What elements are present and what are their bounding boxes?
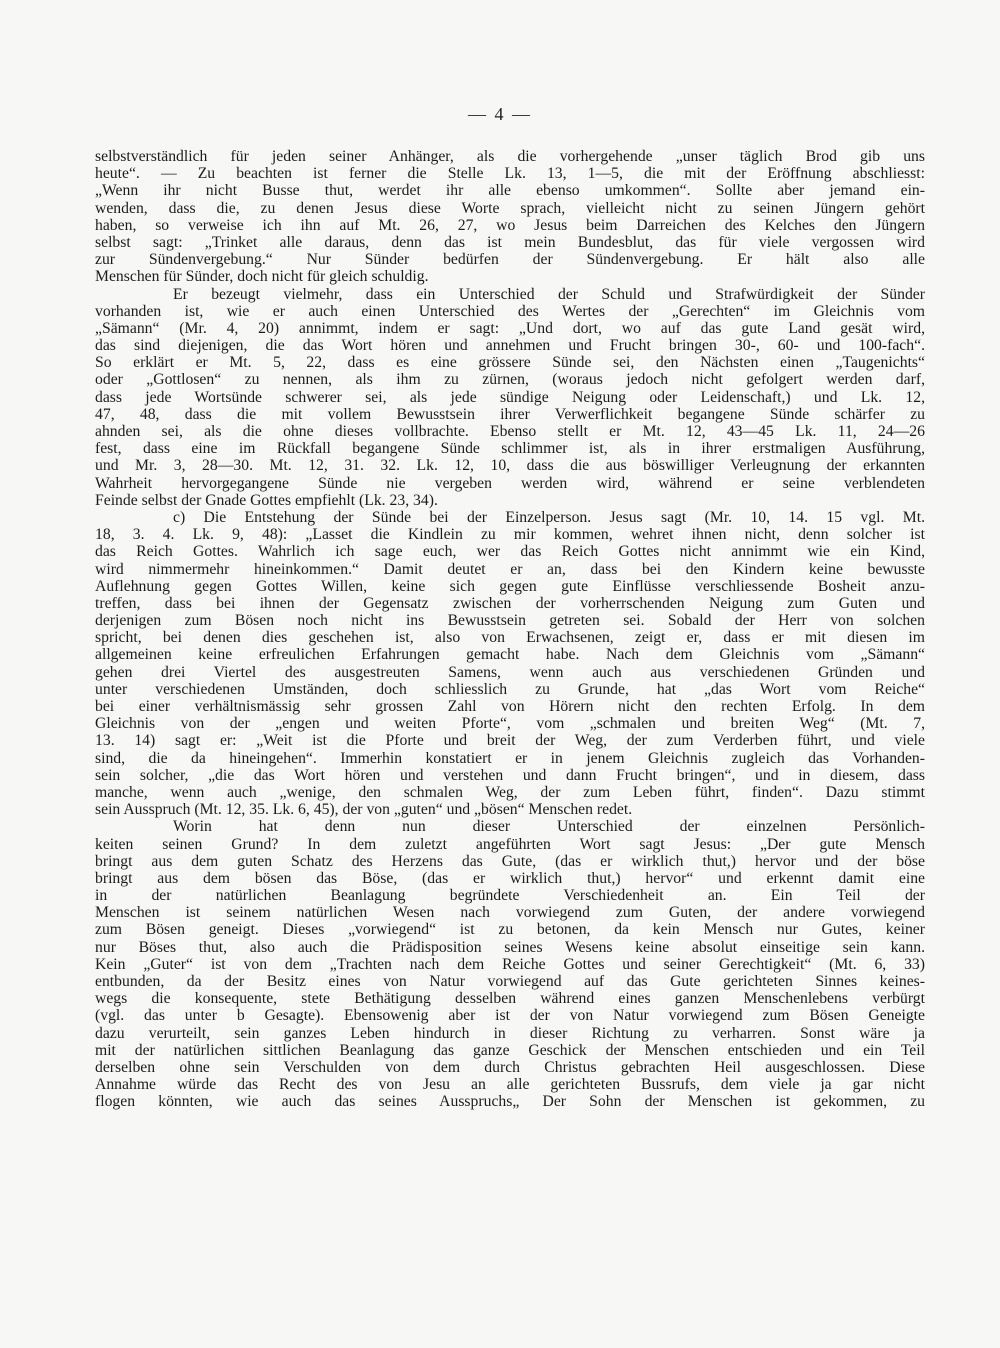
text-line: Kein „Guter“ ist von dem „Trachten nach dem Reiche Gottes und seiner Gerechtigkeit“ (Mt. 6, 33) — [95, 955, 925, 973]
text-line: flogen könnten, wie auch das seines Ausspruchs„ Der Sohn der Menschen ist gekommen, zu — [95, 1093, 925, 1111]
text-line: wird nimmermehr hineinkommen.“ Damit deutet er an, dass bei den Kindern keine bewusste — [95, 560, 925, 578]
text-line: Annahme würde das Recht des von Jesu an alle gerichteten Bussrufs, dem viele ja gar nicht — [95, 1076, 925, 1094]
text-line: „Wenn ihr nicht Busse thut, werdet ihr alle ebenso umkommen“. Sollte aber jemand ein- — [95, 182, 925, 200]
text-line: haben, so verweise ich ihn auf Mt. 26, 27, wo Jesus beim Darreichen des Kelches den Jüngern — [95, 216, 925, 234]
text-line: fest, dass eine im Rückfall begangene Sünde schlimmer ist, als in ihrer erstmaligen Ausführung, — [95, 440, 925, 458]
text-line: manche, wenn auch „wenige, den schmalen Weg, der zum Leben führt, finden“. Dazu stimmt — [95, 783, 925, 801]
text-line: mit der natürlichen sittlichen Beanlagung das ganze Geschick der Menschen entschieden und ein Teil — [95, 1041, 925, 1059]
text-line: allgemeinen keine erfreulichen Erfahrungen gemacht habe. Nach dem Gleichnis vom „Sämann“ — [95, 646, 925, 664]
text-line: oder „Gottlosen“ zu nennen, als ihm zu zürnen, (woraus jedoch nicht gefolgert werden darf, — [95, 371, 925, 389]
text-line: dass jede Wortsünde schwerer sei, als jede sündige Neigung oder Leidenschaft,) und Lk. 12, — [95, 388, 925, 406]
text-line: dazu verurteilt, sein ganzes Leben hindurch in dieser Richtung zu verharren. Sonst wäre ja — [95, 1024, 925, 1042]
text-line: sind, die da hineingehen“. Immerhin konstatiert er in jenem Gleichnis zugleich das Vorhanden- — [95, 749, 925, 767]
text-line: Worin hat denn nun dieser Unterschied der einzelnen Persönlich- — [173, 818, 925, 836]
text-line: selbstverständlich für jeden seiner Anhänger, als die vorhergehende „unser täglich Brod gib uns — [95, 148, 925, 165]
text-line: heute“. — Zu beachten ist ferner die Stelle Lk. 13, 1—5, die mit der Eröffnung abschliesst: — [95, 165, 925, 183]
text-line: 13. 14) sagt er: „Weit ist die Pforte und breit der Weg, der zum Verderben führt, und viele — [95, 732, 925, 750]
text-line: wenden, dass die, zu denen Jesus diese Worte sprach, vielleicht nicht zu seinen Jüngern gehört — [95, 199, 925, 217]
text-line: sein solcher, „die das Wort hören und verstehen und dann Frucht bringen“, und in diesem, dass — [95, 766, 925, 784]
text-line: So erklärt er Mt. 5, 22, dass es eine grössere Sünde sei, den Nächsten einen „Taugenichts“ — [95, 354, 925, 372]
text-line: ahnden sei, als die ohne dieses vollbrachte. Ebenso stellt er Mt. 12, 43—45 Lk. 11, 24—26 — [95, 423, 925, 440]
text-line: gehen drei Viertel des ausgestreuten Samens, wenn auch aus verschiedenen Gründen und — [95, 663, 925, 681]
text-line: c) Die Entstehung der Sünde bei der Einzelperson. Jesus sagt (Mr. 10, 14. 15 vgl. Mt. — [173, 508, 925, 526]
text-line: wegs die konsequente, stete Bethätigung desselben während eines ganzen Menschenlebens verbürgt — [95, 990, 925, 1008]
text-line: 47, 48, dass die mit vollem Bewusstsein ihrer Verwerflichkeit begangene Sünde schärfer zu — [95, 405, 925, 423]
text-line: sein Ausspruch (Mt. 12, 35. Lk. 6, 45), der von „guten“ und „bösen“ Menschen redet. — [95, 801, 633, 819]
text-line: nur Böses thut, also auch die Prädisposition seines Wesens keine absolut einseitige sein kann. — [95, 938, 925, 956]
text-line: selbst sagt: „Trinket alle daraus, denn das ist mein Bundesblut, das für viele vergossen wird — [95, 233, 925, 251]
text-line: Auflehnung gegen Gottes Willen, keine sich gegen gute Einflüsse verschliessende Bosheit anzu- — [95, 577, 925, 595]
text-line: Wahrheit hervorgegangene Sünde nie vergeben werden wird, während er seine verblendeten — [95, 474, 925, 492]
text-line: derselben ohne sein Verschulden von dem durch Christus gebrachten Heil ausgeschlossen. Diese — [95, 1058, 925, 1076]
text-line: in der natürlichen Beanlagung begründete Verschiedenheit an. Ein Teil der — [95, 887, 925, 905]
text-line: Er bezeugt vielmehr, dass ein Unterschied der Schuld und Strafwürdigkeit der Sünder — [173, 285, 925, 303]
text-line: das Reich Gottes. Wahrlich ich sage euch, wer das Reich Gottes nicht annimmt wie ein Kind, — [95, 543, 925, 561]
text-line: entbunden, da der Besitz eines von Natur vorwiegend auf das Gute gerichteten Sinnes keines- — [95, 973, 925, 990]
text-line: unter verschiedenen Umständen, doch schliesslich zu Grunde, hat „das Wort vom Reiche“ — [95, 680, 925, 698]
text-line: Menschen für Sünder, doch nicht für gleich schuldig. — [95, 268, 429, 286]
text-line: zur Sündenvergebung.“ Nur Sünder bedürfen der Sündenvergebung. Er hält also alle — [95, 251, 925, 269]
text-line: Menschen ist seinem natürlichen Wesen nach vorwiegend zum Guten, der andere vorwiegend — [95, 904, 925, 922]
text-line: bringt aus dem bösen das Böse, (das er wirklich thut,) hervor“ und erkennt damit eine — [95, 869, 925, 887]
text-line: Gleichnis von der „engen und weiten Pforte“, vom „schmalen und breiten Weg“ (Mt. 7, — [95, 715, 925, 733]
text-line: bringt aus dem guten Schatz des Herzens das Gute, (das er wirklich thut,) hervor und der böse — [95, 852, 925, 870]
text-line: das sind diejenigen, die das Wort hören und annehmen und Frucht bringen 30-, 60- und 100-fach“. — [95, 337, 925, 355]
text-line: zum Bösen geneigt. Dieses „vorwiegend“ ist zu betonen, da kein Mensch nur Gutes, keiner — [95, 921, 925, 939]
text-line: (vgl. das unter b Gesagte). Ebensowenig aber ist der von Natur vorwiegend zum Bösen Geneigte — [95, 1007, 925, 1025]
text-line: vorhanden ist, wie er auch einen Unterschied des Wertes der „Gerechten“ im Gleichnis vom — [95, 302, 925, 320]
text-line: Feinde selbst der Gnade Gottes empfiehlt (Lk. 23, 34). — [95, 491, 438, 509]
body-text — [95, 148, 925, 1111]
text-line: derjenigen zum Bösen noch nicht ins Bewusstsein getreten sei. Sobald der Herr von solchen — [95, 612, 925, 630]
page-number: — 4 — — [468, 104, 532, 124]
text-line: treffen, dass bei ihnen der Gegensatz zwischen der vorherrschenden Neigung zum Guten und — [95, 594, 925, 612]
text-line: keiten seinen Grund? In dem zuletzt angeführten Wort sagt Jesus: „Der gute Mensch — [95, 835, 925, 853]
text-line: und Mr. 3, 28—30. Mt. 12, 31. 32. Lk. 12, 10, dass die aus böswilliger Verleugnung der erkannten — [95, 457, 925, 475]
text-line: 18, 3. 4. Lk. 9, 48): „Lasset die Kindlein zu mir kommen, wehret ihnen nicht, denn solcher ist — [95, 526, 925, 544]
text-line: „Sämann“ (Mr. 4, 20) annimmt, indem er sagt: „Und dort, wo auf das gute Land gesät wird, — [95, 319, 925, 337]
text-line: bei einer verhältnismässig sehr grossen Zahl von Hörern nicht den rechten Erfolg. In dem — [95, 698, 925, 715]
text-line: spricht, bei denen dies geschehen ist, also von Erwachsenen, zeigt er, dass er mit diesen im — [95, 629, 925, 647]
